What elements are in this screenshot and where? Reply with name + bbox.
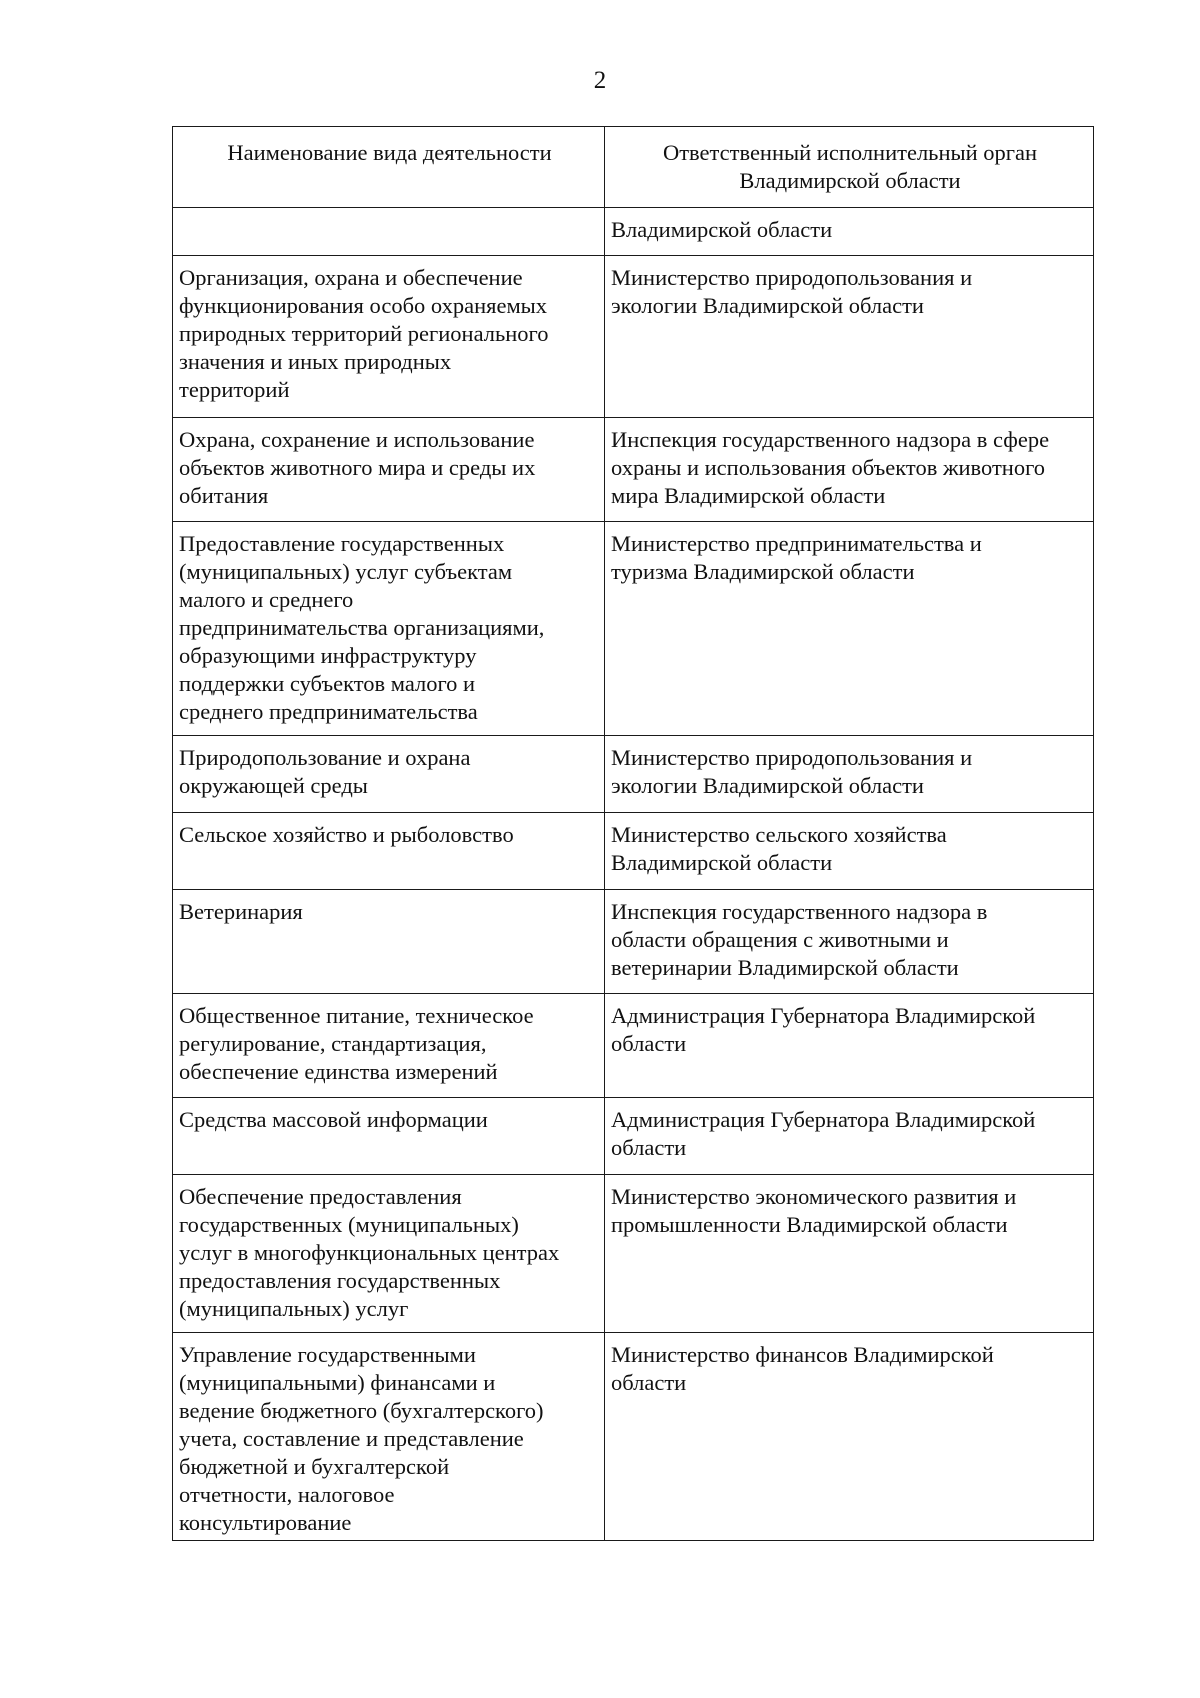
activity-cell <box>173 522 605 736</box>
authority-cell <box>605 813 1094 890</box>
header-authority <box>605 127 1094 208</box>
activity-cell <box>173 1175 605 1333</box>
authority-cell <box>605 522 1094 736</box>
header-activity <box>173 127 605 208</box>
activity-text: Общественное питание, техническое регулирование, стандартизация, обеспечение единства измерений <box>179 1003 534 1084</box>
table-row <box>173 1098 1094 1175</box>
table-header-row <box>173 127 1094 208</box>
activity-text: Ветеринария <box>179 899 303 924</box>
authority-text: Администрация Губернатора Владимирской области <box>611 1107 1036 1160</box>
authority-cell <box>605 1333 1094 1541</box>
activity-text: Сельское хозяйство и рыболовство <box>179 822 514 847</box>
table-row <box>173 418 1094 522</box>
authority-text: Владимирской области <box>611 217 833 242</box>
authority-text: Министерство предпринимательства и туризма Владимирской области <box>611 531 982 584</box>
authority-text: Администрация Губернатора Владимирской области <box>611 1003 1036 1056</box>
activity-cell <box>173 256 605 418</box>
table-row <box>173 994 1094 1098</box>
activity-cell <box>173 1333 605 1541</box>
table-row <box>173 208 1094 256</box>
table-row <box>173 736 1094 813</box>
authority-cell <box>605 256 1094 418</box>
authority-text: Инспекция государственного надзора в области обращения с животными и ветеринарии Владимирской области <box>611 899 988 980</box>
activity-cell <box>173 736 605 813</box>
responsibility-table <box>172 126 1094 1541</box>
authority-cell <box>605 1175 1094 1333</box>
authority-text: Инспекция государственного надзора в сфере охраны и использования объектов животного мира Владимирской области <box>611 427 1050 508</box>
authority-cell <box>605 736 1094 813</box>
authority-text: Министерство сельского хозяйства Владимирской области <box>611 822 947 875</box>
header-activity-label: Наименование вида деятельности <box>227 140 552 165</box>
activity-text: Обеспечение предоставления государственных (муниципальных) услуг в многофункциональных центрах предоставления государственных (муниципальных) услуг <box>179 1184 560 1321</box>
table-row <box>173 522 1094 736</box>
authority-cell <box>605 418 1094 522</box>
authority-text: Министерство природопользования и экологии Владимирской области <box>611 745 973 798</box>
table-row <box>173 890 1094 994</box>
activity-text: Охрана, сохранение и использование объектов животного мира и среды их обитания <box>179 427 536 508</box>
activity-cell <box>173 208 605 256</box>
activity-text: Природопользование и охрана окружающей среды <box>179 745 471 798</box>
authority-text: Министерство финансов Владимирской области <box>611 1342 994 1395</box>
activity-cell <box>173 1098 605 1175</box>
activity-text: Предоставление государственных (муниципальных) услуг субъектам малого и среднего предпринимательства организациями, образующими инфраструктуру поддержки субъектов малого и среднего предпринимательства <box>179 531 545 724</box>
activity-text: Средства массовой информации <box>179 1107 488 1132</box>
table-row <box>173 1333 1094 1541</box>
authority-cell <box>605 208 1094 256</box>
activity-text: Организация, охрана и обеспечение функционирования особо охраняемых природных территорий регионального значения и иных природных территорий <box>179 265 549 402</box>
activity-cell <box>173 890 605 994</box>
activity-text: Управление государственными (муниципальными) финансами и ведение бюджетного (бухгалтерского) учета, составление и представление бюджетной и бухгалтерской отчетности, налоговое консультирование <box>179 1342 544 1535</box>
table-row <box>173 813 1094 890</box>
authority-text: Министерство природопользования и экологии Владимирской области <box>611 265 973 318</box>
activity-cell <box>173 813 605 890</box>
authority-cell <box>605 1098 1094 1175</box>
authority-cell <box>605 890 1094 994</box>
table-row <box>173 256 1094 418</box>
activity-cell <box>173 994 605 1098</box>
page-number: 2 <box>593 67 607 94</box>
activity-cell <box>173 418 605 522</box>
authority-cell <box>605 994 1094 1098</box>
header-authority-label: Ответственный исполнительный орган Владимирской области <box>662 140 1038 193</box>
authority-text: Министерство экономического развития и промышленности Владимирской области <box>611 1184 1017 1237</box>
table-row <box>173 1175 1094 1333</box>
